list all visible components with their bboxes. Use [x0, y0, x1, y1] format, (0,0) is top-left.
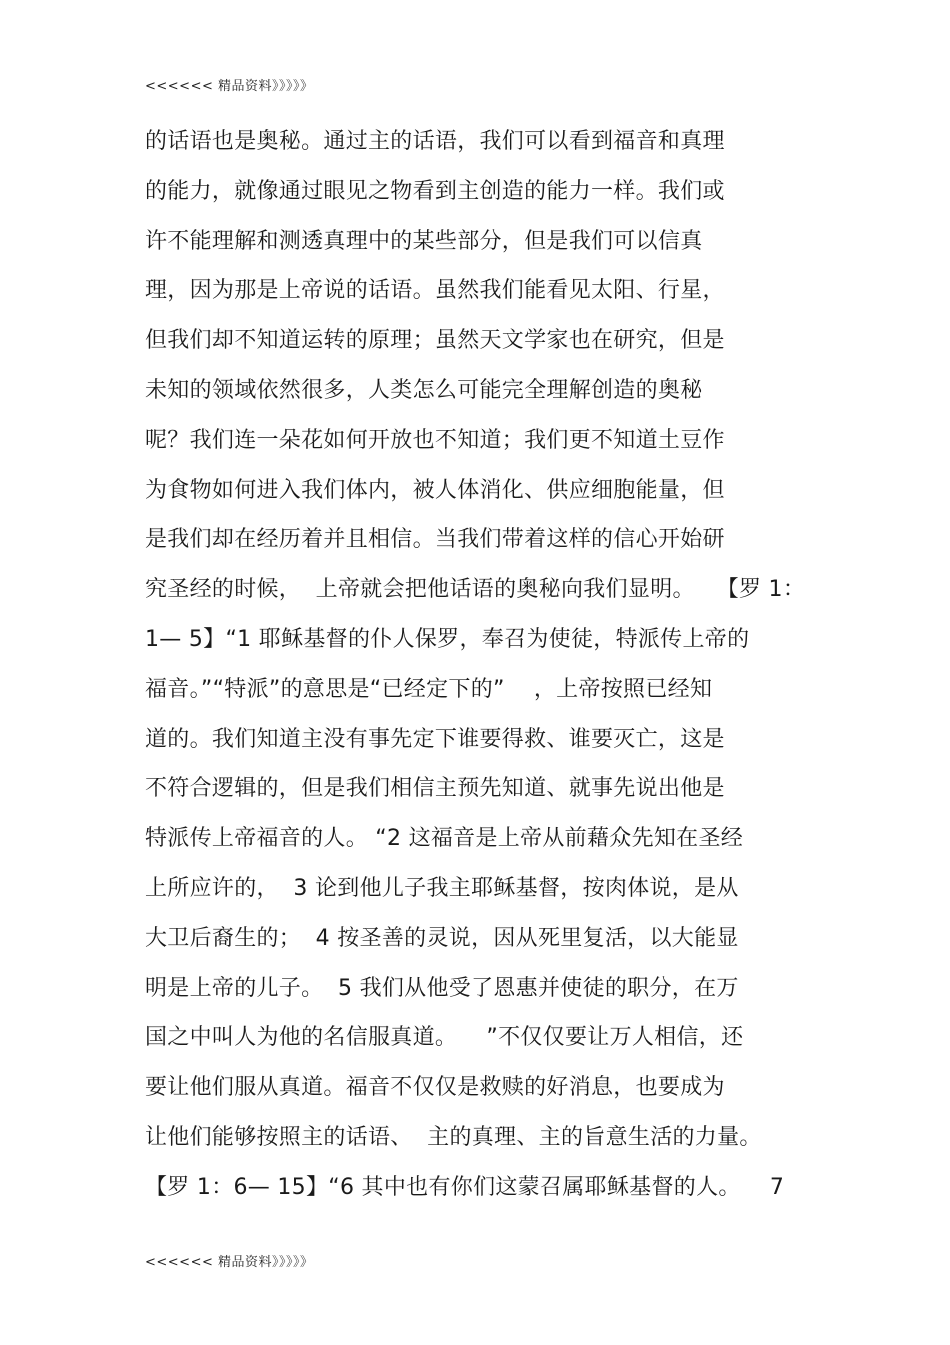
text-line: 特派传上帝福音的人。 “2 这福音是上帝从前藉众先知在圣经: [145, 826, 744, 852]
text-line: 【罗 1：6— 15】“6 其中也有你们这蒙召属耶稣基督的人。 7: [145, 1174, 785, 1200]
text-line: 未知的领域依然很多，人类怎么可能完全理解创造的奥秘: [145, 377, 703, 403]
text-line: 福音。”“特派”的意思是“已经定下的” ，上帝按照已经知: [145, 676, 713, 702]
text-line: 大卫后裔生的； 4 按圣善的灵说，因从死里复活，以大能显: [145, 925, 739, 951]
text-line: 是我们却在经历着并且相信。当我们带着这样的信心开始研: [145, 527, 725, 553]
text-line: 国之中叫人为他的名信服真道。 ”不仅仅要让万人相信，还: [145, 1025, 744, 1051]
text-line: 道的。我们知道主没有事先定下谁要得救、谁要灭亡，这是: [145, 726, 725, 752]
page-footer: <<<<<< 精品资料》》》》》: [145, 1255, 314, 1270]
text-line: 要让他们服从真道。福音不仅仅是救赎的好消息，也要成为: [145, 1075, 725, 1101]
text-line: 1— 5】“1 耶稣基督的仆人保罗，奉召为使徒，特派传上帝的: [145, 626, 750, 652]
text-line: 上所应许的， 3 论到他儿子我主耶稣基督，按肉体说，是从: [145, 875, 739, 901]
text-line: 理，因为那是上帝说的话语。虽然我们能看见太阳、行星，: [145, 278, 725, 304]
text-line: 究圣经的时候， 上帝就会把他话语的奥秘向我们显明。 【罗 1：: [145, 577, 806, 603]
text-line: 但我们却不知道运转的原理；虽然天文学家也在研究，但是: [145, 328, 725, 354]
text-line: 不符合逻辑的，但是我们相信主预先知道、就事先说出他是: [145, 776, 725, 802]
page-header: <<<<<< 精品资料》》》》》: [145, 79, 314, 94]
text-line: 的能力，就像通过眼见之物看到主创造的能力一样。我们或: [145, 178, 725, 204]
text-line: 的话语也是奥秘。通过主的话语，我们可以看到福音和真理: [145, 129, 725, 154]
text-line: 为食物如何进入我们体内，被人体消化、供应细胞能量，但: [145, 477, 725, 503]
text-line: 让他们能够按照主的话语、 主的真理、主的旨意生活的力量。: [145, 1124, 762, 1150]
text-line: 许不能理解和测透真理中的某些部分，但是我们可以信真: [145, 228, 703, 254]
text-line: 呢？我们连一朵花如何开放也不知道；我们更不知道土豆作: [145, 427, 725, 453]
body-text: [145, 124, 825, 1220]
text-line: 明是上帝的儿子。 5 我们从他受了恩惠并使徒的职分，在万: [145, 975, 739, 1001]
